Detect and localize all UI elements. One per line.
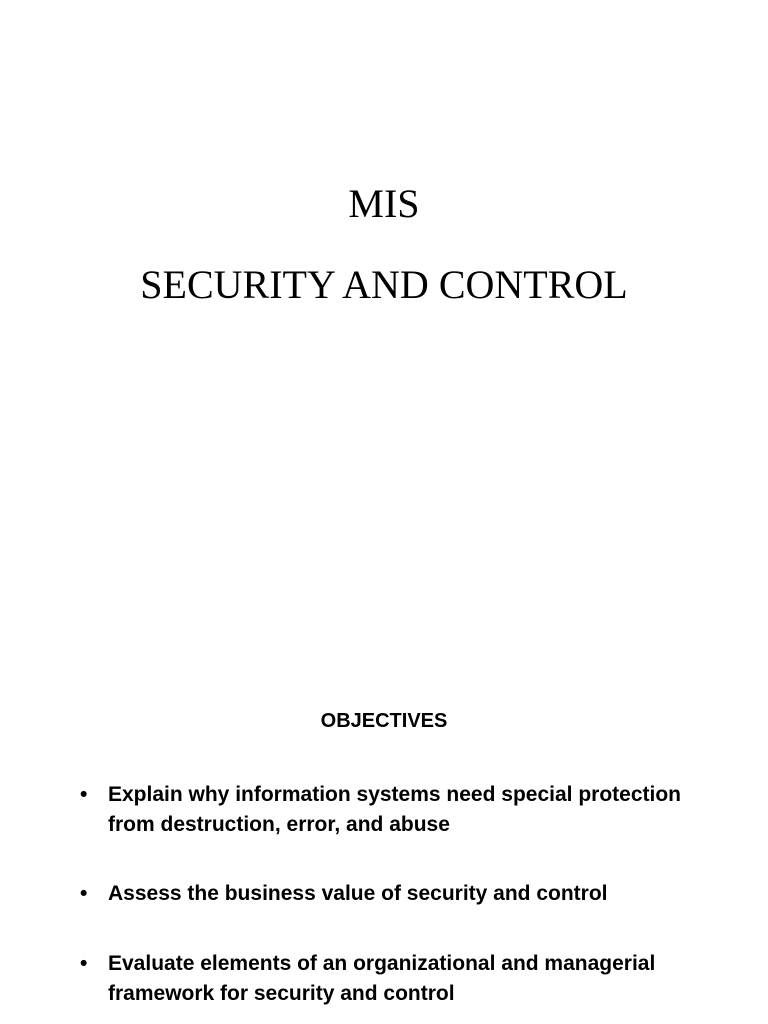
objective-text: Evaluate elements of an organizational and managerial framework for security and control: [108, 952, 656, 1005]
objective-text: Assess the business value of security and control: [108, 882, 608, 905]
objectives-heading: OBJECTIVES: [320, 710, 448, 732]
title-line-security-and-control: SECURITY AND CONTROL: [140, 262, 628, 307]
title-line-mis: MIS: [348, 181, 420, 226]
bullet-icon: •: [80, 882, 88, 905]
objective-text: Explain why information systems need special protection from destruction, error, and abuse: [108, 783, 681, 836]
bullet-icon: •: [80, 783, 88, 806]
bullet-icon: •: [80, 952, 88, 975]
